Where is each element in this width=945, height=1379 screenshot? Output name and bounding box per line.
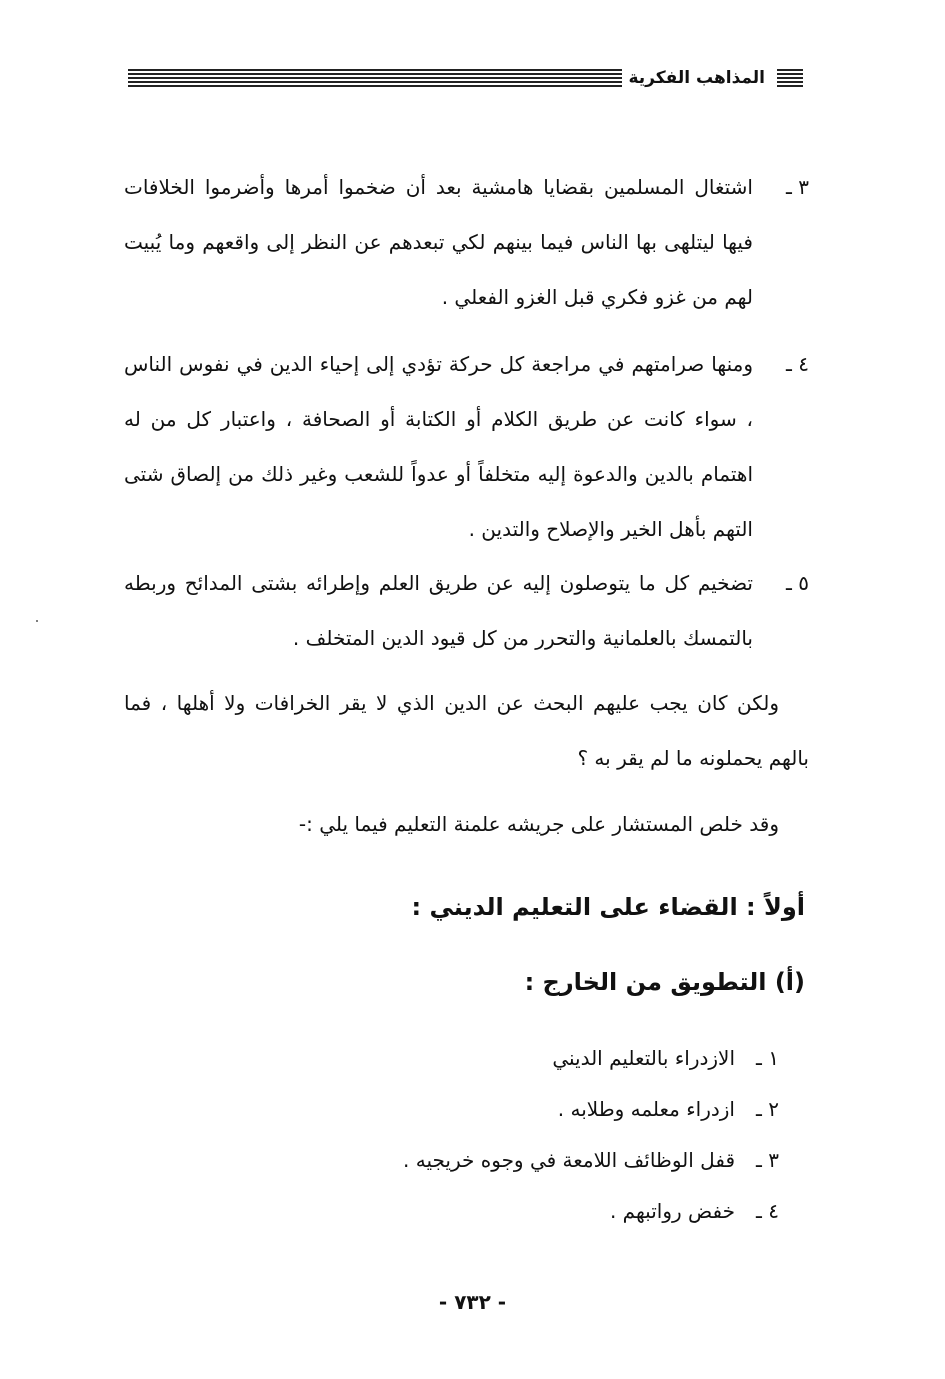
list-item [124,1186,779,1237]
scan-speck [36,620,38,622]
summary-line: وقد خلص المستشار على جريشه علمنة التعليم فيما يلي :- [298,812,779,836]
list-item-text: ازدراء معلمه وطلابه . [557,1097,735,1121]
numbered-item-4 [124,337,809,557]
header-rule-long [128,69,622,87]
points-list [124,1033,779,1237]
item-number: ٥ ـ [786,571,809,595]
page-number: - ٧٣٢ - [438,1290,507,1314]
body-paragraph: ولكن كان يجب عليهم البحث عن الدين الذي لا يقر الخرافات ولا أهلها ، فما بالهم يحملونه ما لم يقر به ؟ [124,691,809,770]
item-text: اشتغال المسلمين بقضايا هامشية بعد أن ضخموا أمرها وأضرموا الخلافات فيها ليتلهى بها الناس فيما بينهم لكي تبعدهم عن النظر إلى واقعهم وما يُبيت لهم من غزو فكري قبل الغزو الفعلي . [124,175,753,309]
header-rule-short [777,69,803,87]
item-number: ٣ ـ [786,175,809,199]
section-heading: أولاً : القضاء على التعليم الديني : [411,893,805,921]
numbered-item-5 [124,556,809,666]
list-item-number: ٢ ـ [756,1097,779,1121]
list-item-text: خفض رواتبهم . [609,1199,735,1223]
list-item [124,1033,779,1084]
item-number: ٤ ـ [786,352,809,376]
numbered-item-3 [124,160,809,325]
list-item-number: ٣ ـ [756,1148,779,1172]
running-header [128,66,803,90]
list-item-number: ٤ ـ [756,1199,779,1223]
header-title: المذاهب الفكرية [628,68,765,88]
list-item [124,1084,779,1135]
list-item-text: قفل الوظائف اللامعة في وجوه خريجيه . [403,1148,735,1172]
list-item-text: الازدراء بالتعليم الديني [552,1046,735,1070]
list-item-number: ١ ـ [756,1046,779,1070]
subsection-heading: (أ) التطويق من الخارج : [524,968,805,996]
item-text: ومنها صرامتهم في مراجعة كل حركة تؤدي إلى إحياء الدين في نفوس الناس ، سواء كانت عن طريق الكلام أو الكتابة أو الصحافة ، واعتبار كل من له اهتمام بالدين والدعوة إليه متخلفاً أو عدواً للشعب وغير ذلك من إلصاق شتى التهم بأهل الخير والإصلاح والتدين . [124,352,753,541]
item-text: تضخيم كل ما يتوصلون إليه عن طريق العلم وإطرائه بشتى المدائح وربطه بالتمسك بالعلمانية والتحرر من كل قيود الدين المتخلف . [124,571,753,650]
list-item [124,1135,779,1186]
